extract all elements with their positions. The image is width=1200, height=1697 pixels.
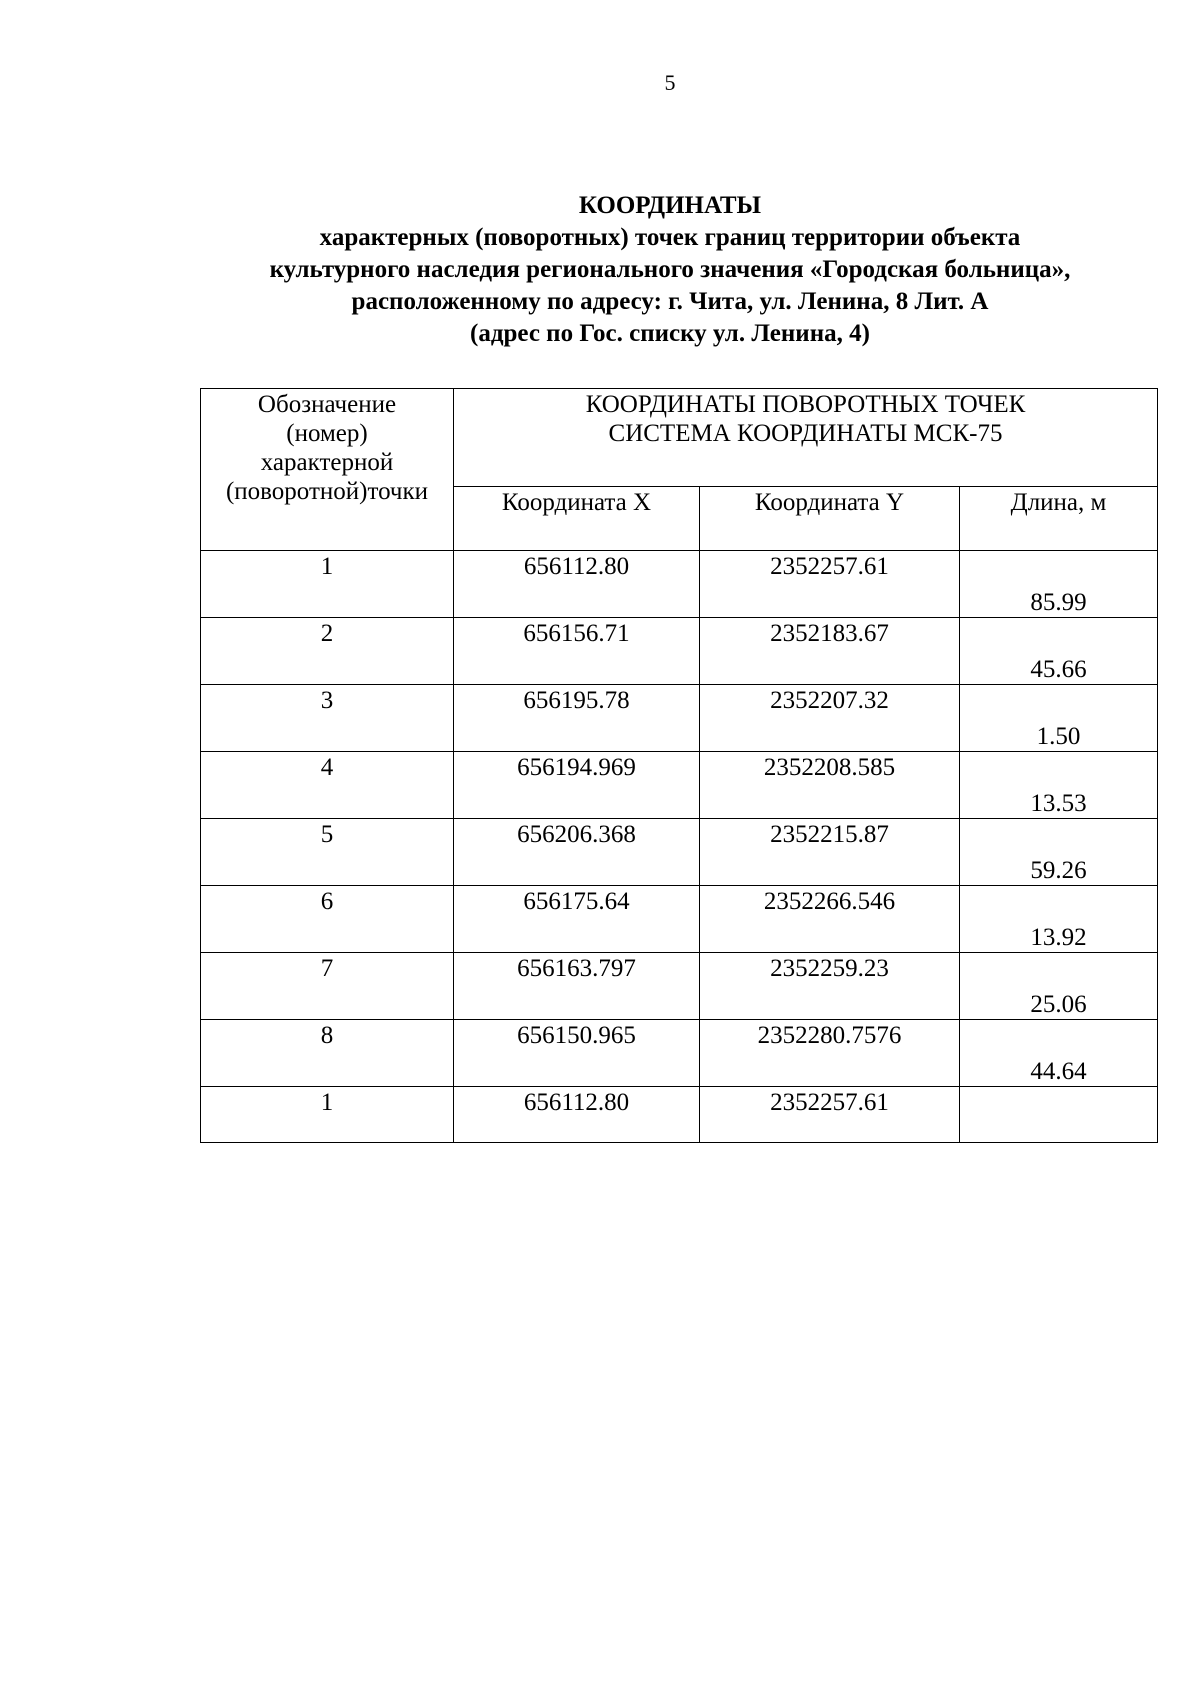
cell-length: 45.66 — [960, 618, 1158, 685]
header-system-line: СИСТЕМА КООРДИНАТЫ МСК-75 — [608, 420, 1003, 447]
header-coordinate-x: Координата X — [454, 487, 700, 551]
header-point-line: характерной — [260, 449, 394, 476]
header-point-line: (номер) — [286, 420, 368, 447]
header-point-line: Обозначение — [257, 391, 397, 418]
table-row — [201, 819, 1158, 886]
cell-point: 7 — [201, 953, 454, 1020]
title-heading: КООРДИНАТЫ — [578, 192, 762, 219]
cell-y: 2352266.546 — [700, 886, 960, 953]
cell-y: 2352259.23 — [700, 953, 960, 1020]
header-point-designation — [201, 389, 454, 551]
cell-point: 1 — [201, 551, 454, 618]
cell-y: 2352257.61 — [700, 1087, 960, 1143]
header-system-line: КООРДИНАТЫ ПОВОРОТНЫХ ТОЧЕК — [585, 391, 1026, 418]
title-line: расположенному по адресу: г. Чита, ул. Ленина, 8 Лит. А — [351, 288, 989, 315]
cell-x: 656163.797 — [454, 953, 700, 1020]
cell-x: 656194.969 — [454, 752, 700, 819]
cell-point: 8 — [201, 1020, 454, 1087]
table-row — [201, 886, 1158, 953]
cell-point: 2 — [201, 618, 454, 685]
title-line: характерных (поворотных) точек границ территории объекта — [319, 224, 1021, 251]
cell-point: 1 — [201, 1087, 454, 1143]
cell-point: 4 — [201, 752, 454, 819]
title-line: (адрес по Гос. списку ул. Ленина, 4) — [470, 320, 870, 347]
cell-x: 656112.80 — [454, 1087, 700, 1143]
cell-y: 2352183.67 — [700, 618, 960, 685]
cell-y: 2352215.87 — [700, 819, 960, 886]
cell-x: 656206.368 — [454, 819, 700, 886]
coordinates-table — [200, 388, 1158, 1143]
cell-point: 5 — [201, 819, 454, 886]
cell-length — [960, 1087, 1158, 1143]
cell-y: 2352257.61 — [700, 551, 960, 618]
cell-x: 656112.80 — [454, 551, 700, 618]
cell-y: 2352280.7576 — [700, 1020, 960, 1087]
header-coordinate-y: Координата Y — [700, 487, 960, 551]
table-row — [201, 618, 1158, 685]
cell-length: 25.06 — [960, 953, 1158, 1020]
table-row — [201, 685, 1158, 752]
page-number: 5 — [664, 70, 676, 95]
table-row — [201, 551, 1158, 618]
header-point-line: (поворотной)точки — [225, 478, 429, 505]
table-header-row — [201, 389, 1158, 487]
table-row — [201, 1087, 1158, 1143]
header-coordinate-system — [454, 389, 1158, 487]
table-row — [201, 953, 1158, 1020]
table-row — [201, 1020, 1158, 1087]
document-title — [160, 190, 1180, 350]
cell-x: 656156.71 — [454, 618, 700, 685]
title-line: культурного наследия регионального значения «Городская больница», — [269, 256, 1071, 283]
cell-length: 85.99 — [960, 551, 1158, 618]
cell-length: 13.92 — [960, 886, 1158, 953]
header-length: Длина, м — [960, 487, 1158, 551]
cell-point: 3 — [201, 685, 454, 752]
table-row — [201, 752, 1158, 819]
cell-y: 2352207.32 — [700, 685, 960, 752]
cell-x: 656175.64 — [454, 886, 700, 953]
cell-length: 59.26 — [960, 819, 1158, 886]
cell-x: 656150.965 — [454, 1020, 700, 1087]
cell-y: 2352208.585 — [700, 752, 960, 819]
cell-length: 13.53 — [960, 752, 1158, 819]
cell-point: 6 — [201, 886, 454, 953]
cell-length: 1.50 — [960, 685, 1158, 752]
cell-x: 656195.78 — [454, 685, 700, 752]
cell-length: 44.64 — [960, 1020, 1158, 1087]
